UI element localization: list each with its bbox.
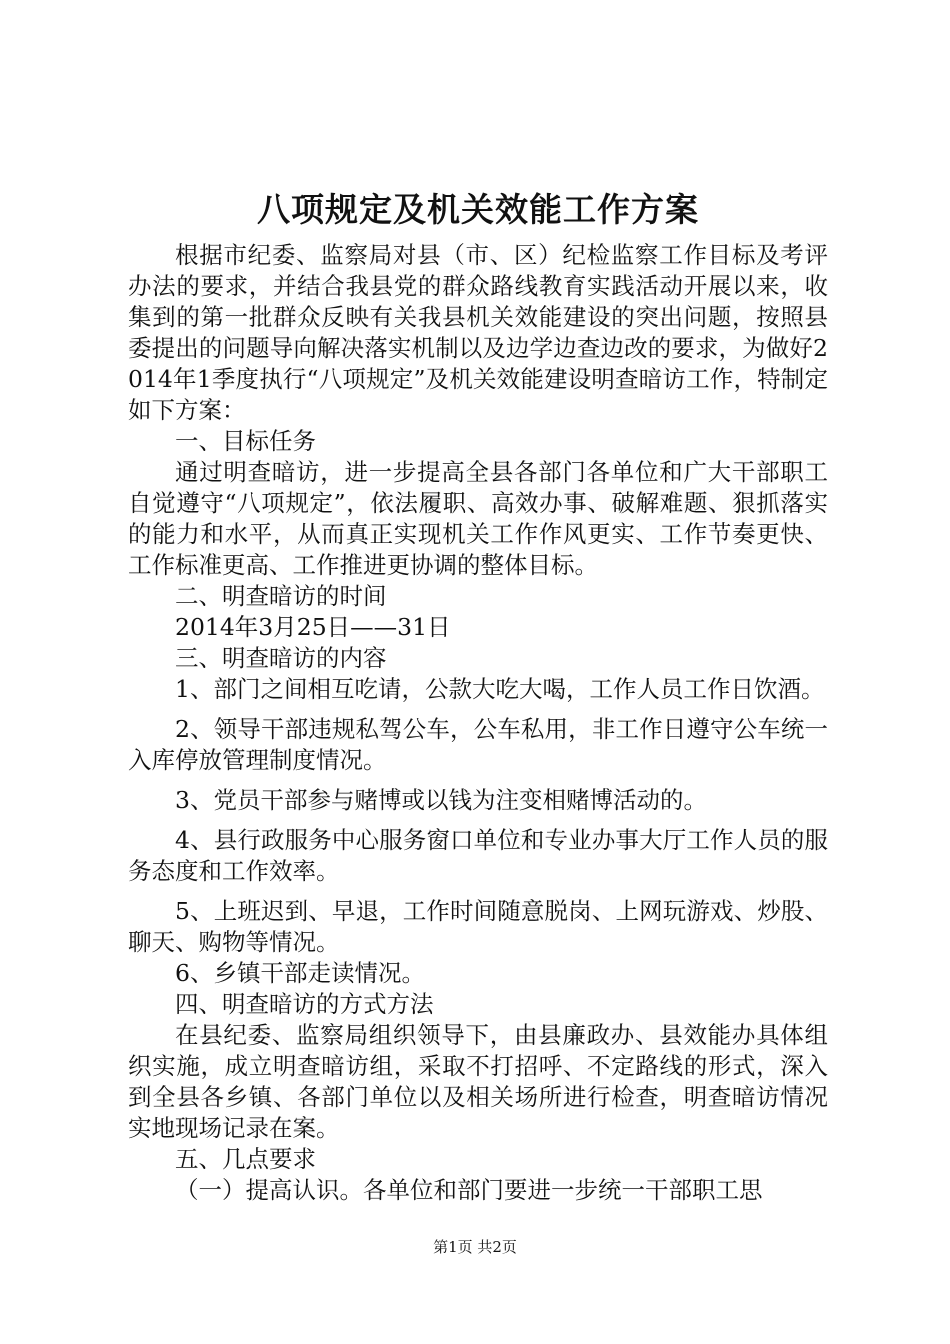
intro-paragraph: 根据市纪委、监察局对县（市、区）纪检监察工作目标及考评办法的要求，并结合我县党的群众路线教育实践活动开展以来，收集到的第一批群众反映有关我县机关效能建设的突出问题，按照县委提出的问题导向解决落实机制以及边学边查边改的要求，为做好2014年1季度执行“八项规定”及机关效能建设明查暗访工作，特制定如下方案：: [128, 241, 828, 424]
content-item-1: 1、部门之间相互吃请，公款大吃大喝，工作人员工作日饮酒。: [175, 675, 825, 703]
section-heading-3: 三、明查暗访的内容: [175, 644, 387, 672]
inspection-date: 2014年3月25日——31日: [175, 613, 451, 641]
section-heading-1: 一、目标任务: [175, 427, 316, 455]
content-item-5: 5、上班迟到、早退，工作时间随意脱岗、上网玩游戏、炒股、聊天、购物等情况。: [128, 897, 828, 956]
content-item-3: 3、党员干部参与赌博或以钱为注变相赌博活动的。: [175, 786, 707, 814]
section-heading-4: 四、明查暗访的方式方法: [175, 990, 434, 1018]
method-paragraph: 在县纪委、监察局组织领导下，由县廉政办、县效能办具体组织实施，成立明查暗访组，采取不打招呼、不定路线的形式，深入到全县各乡镇、各部门单位以及相关场所进行检查，明查暗访情况实地现场记录在案。: [128, 1021, 828, 1142]
content-item-2: 2、领导干部违规私驾公车，公车私用，非工作日遵守公车统一入库停放管理制度情况。: [128, 715, 828, 774]
content-item-4: 4、县行政服务中心服务窗口单位和专业办事大厅工作人员的服务态度和工作效率。: [128, 826, 828, 885]
document-page: [128, 180, 828, 1206]
section-heading-2: 二、明查暗访的时间: [175, 582, 387, 610]
requirement-item-1: （一）提高认识。各单位和部门要进一步统一干部职工思: [175, 1176, 763, 1204]
page-number-footer: 第1页 共2页: [433, 1238, 517, 1256]
goal-paragraph: 通过明查暗访，进一步提高全县各部门各单位和广大干部职工自觉遵守“八项规定”，依法履职、高效办事、破解难题、狠抓落实的能力和水平，从而真正实现机关工作作风更实、工作节奏更快、工作标准更高、工作推进更协调的整体目标。: [128, 458, 828, 579]
document-title: 八项规定及机关效能工作方案: [257, 190, 699, 229]
section-heading-5: 五、几点要求: [175, 1145, 316, 1173]
content-item-6: 6、乡镇干部走读情况。: [175, 959, 425, 987]
